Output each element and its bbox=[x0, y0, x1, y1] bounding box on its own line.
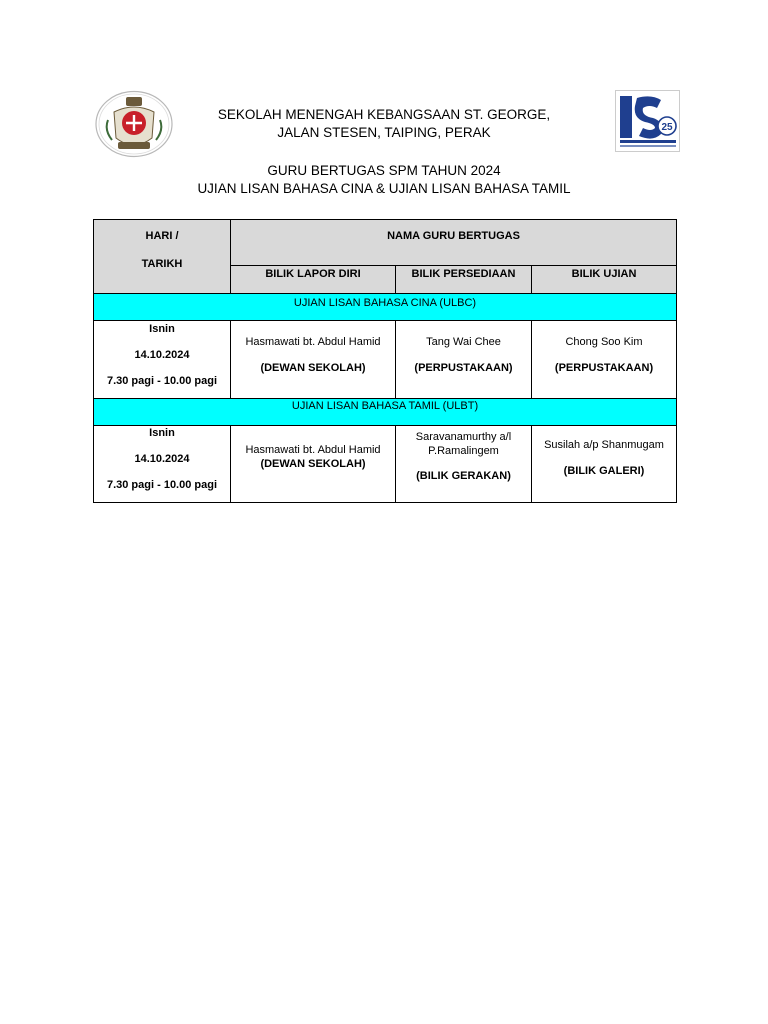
date-cell bbox=[94, 321, 231, 399]
title-line-2: UJIAN LISAN BAHASA CINA & UJIAN LISAN BAHASA TAMIL bbox=[197, 181, 571, 196]
hari-label: HARI / bbox=[145, 230, 179, 242]
badge-number: 25 bbox=[661, 122, 673, 133]
room-name: (DEWAN SEKOLAH) bbox=[260, 362, 366, 374]
room-name: (PERPUSTAKAAN) bbox=[554, 362, 654, 374]
teacher-name: Hasmawati bt. Abdul Hamid bbox=[245, 336, 381, 348]
duty-cell bbox=[532, 426, 677, 503]
nama-guru-label: NAMA GURU BERTUGAS bbox=[387, 230, 520, 242]
col-header-ujian: BILIK UJIAN bbox=[532, 266, 677, 294]
duty-cell bbox=[231, 321, 396, 399]
teacher-name: Saravanamurthy a/l P.Ramalingem bbox=[415, 431, 512, 457]
duty-cell bbox=[396, 426, 532, 503]
hari-tarikh-header bbox=[94, 220, 231, 294]
room-name: (PERPUSTAKAAN) bbox=[414, 362, 513, 374]
section-title-ulbt: UJIAN LISAN BAHASA TAMIL (ULBT) bbox=[94, 399, 677, 426]
title-line-1: GURU BERTUGAS SPM TAHUN 2024 bbox=[267, 163, 501, 178]
date-text: 14.10.2024 bbox=[134, 349, 190, 361]
teacher-name: Hasmawati bt. Abdul Hamid bbox=[245, 444, 381, 456]
time-text: 7.30 pagi - 10.00 pagi bbox=[106, 479, 218, 491]
duty-cell bbox=[231, 426, 396, 503]
teacher-name: Chong Soo Kim bbox=[565, 336, 643, 348]
date-text: 14.10.2024 bbox=[134, 453, 190, 465]
time-text: 7.30 pagi - 10.00 pagi bbox=[106, 375, 218, 387]
school-badge-logo bbox=[615, 90, 680, 152]
room-name: (BILIK GALERI) bbox=[563, 465, 645, 477]
duty-cell bbox=[532, 321, 677, 399]
day-text: Isnin bbox=[149, 323, 175, 335]
teacher-name: Susilah a/p Shanmugam bbox=[544, 439, 664, 451]
col-header-lapor: BILIK LAPOR DIRI bbox=[231, 266, 396, 294]
date-cell bbox=[94, 426, 231, 503]
duty-table bbox=[93, 219, 677, 503]
school-heading bbox=[150, 106, 618, 142]
document-title bbox=[150, 162, 618, 198]
teacher-name: Tang Wai Chee bbox=[426, 336, 501, 348]
room-name: (DEWAN SEKOLAH) bbox=[260, 458, 366, 470]
col-header-persediaan: BILIK PERSEDIAAN bbox=[396, 266, 532, 294]
section-title-ulbc: UJIAN LISAN BAHASA CINA (ULBC) bbox=[94, 294, 677, 321]
school-address: JALAN STESEN, TAIPING, PERAK bbox=[277, 125, 491, 140]
nama-guru-header bbox=[231, 220, 677, 266]
tarikh-label: TARIKH bbox=[141, 258, 183, 270]
school-name: SEKOLAH MENENGAH KEBANGSAAN ST. GEORGE, bbox=[217, 107, 551, 122]
room-name: (BILIK GERAKAN) bbox=[416, 470, 511, 482]
day-text: Isnin bbox=[149, 427, 175, 439]
duty-cell bbox=[396, 321, 532, 399]
